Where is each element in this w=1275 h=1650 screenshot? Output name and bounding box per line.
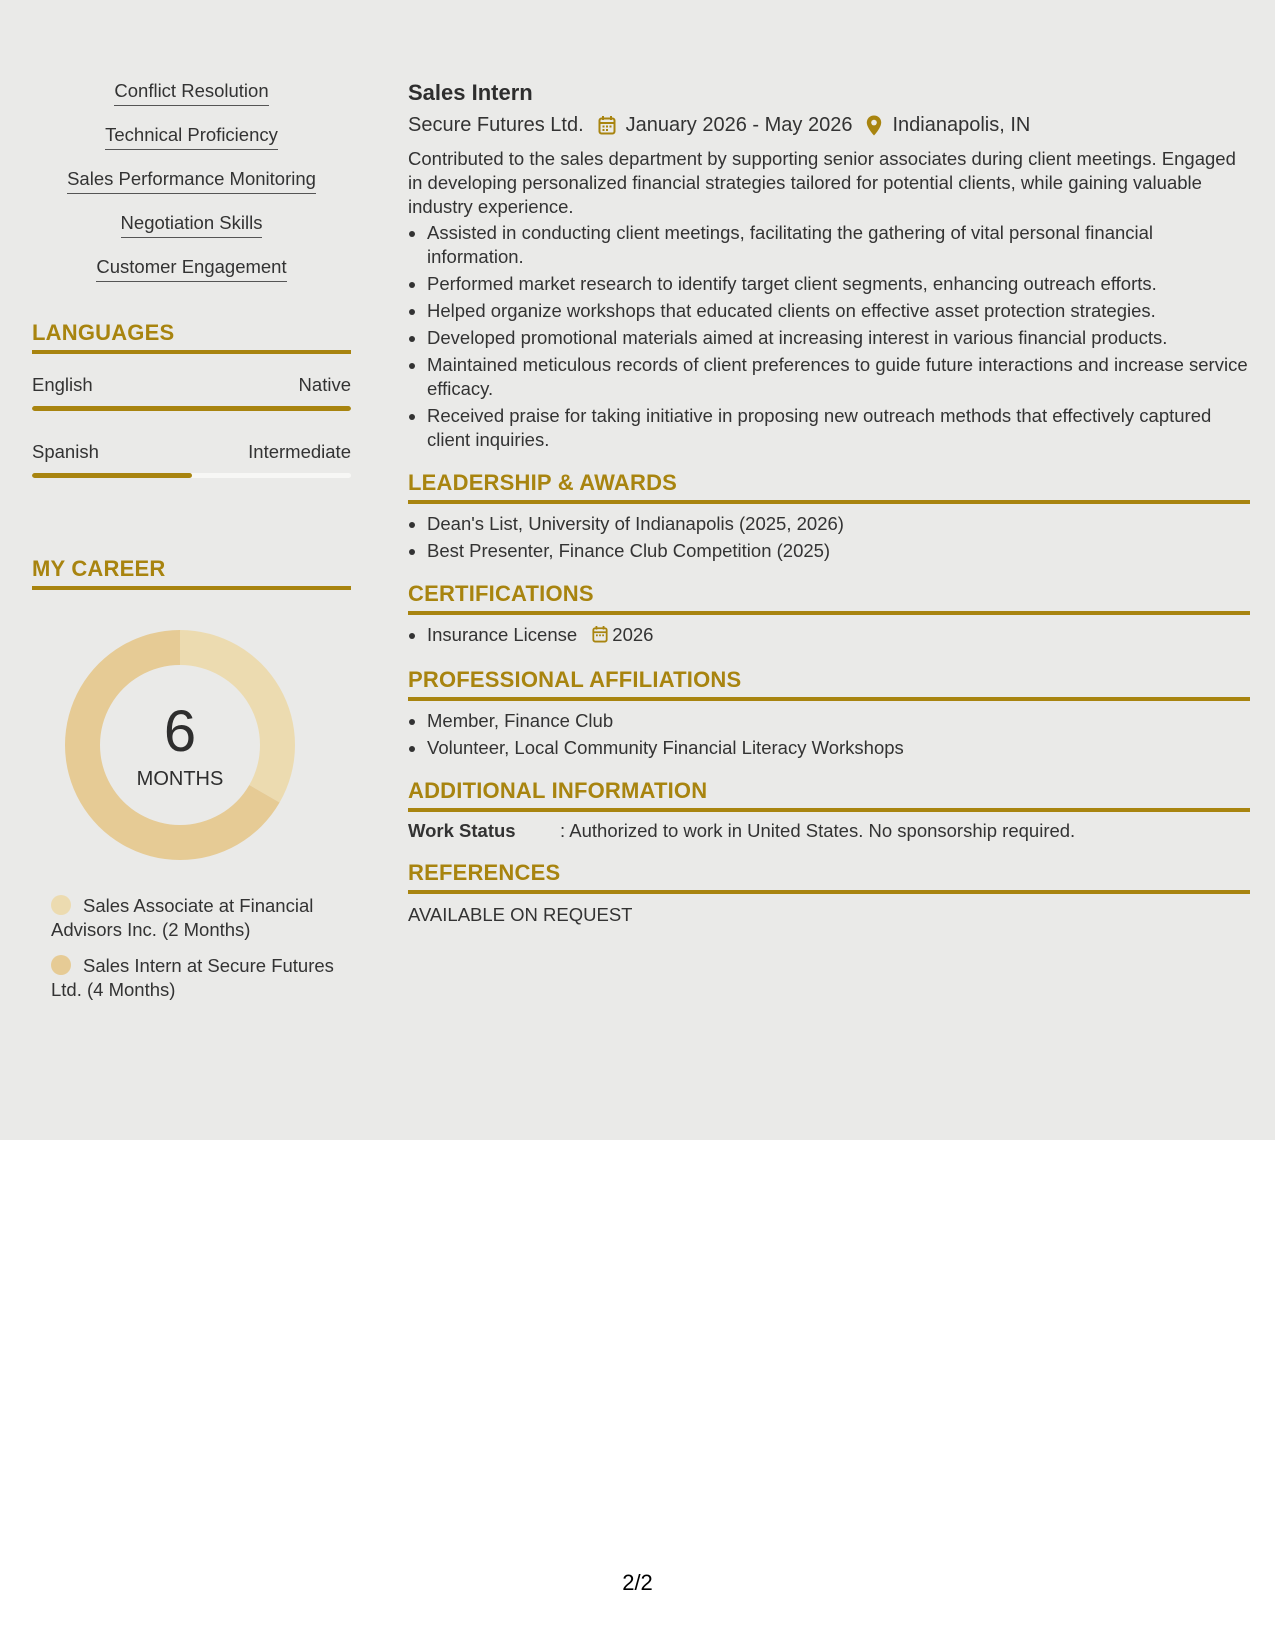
- left-column: [32, 80, 351, 1014]
- skill-label: Negotiation Skills: [121, 212, 263, 238]
- language-item: [32, 441, 351, 478]
- certification-name: Insurance License: [427, 624, 578, 645]
- legend-label: Sales Associate at Financial Advisors Inc. (2 Months): [51, 895, 314, 940]
- language-level-fill: [32, 406, 351, 411]
- skill-label: Customer Engagement: [96, 256, 286, 282]
- calendar-icon: [592, 625, 608, 649]
- skill-label: Conflict Resolution: [114, 80, 268, 106]
- job-bullets: [408, 221, 1250, 452]
- job-bullet: • Assisted in conducting client meetings, facilitating the gathering of vital personal financial information.: [427, 221, 1250, 269]
- calendar-icon: [598, 115, 616, 135]
- language-level: Intermediate: [248, 441, 351, 462]
- leadership-list: [408, 512, 1250, 563]
- job-bullet: • Helped organize workshops that educated clients on effective asset protection strategies.: [427, 299, 1250, 323]
- language-name: English: [32, 374, 93, 395]
- leadership-heading: LEADERSHIP & AWARDS: [408, 470, 1250, 504]
- page-number: 2/2: [622, 1570, 653, 1595]
- job-location: Indianapolis, IN: [892, 114, 1031, 136]
- languages-heading: LANGUAGES: [32, 320, 351, 354]
- skill-label: Sales Performance Monitoring: [67, 168, 316, 194]
- career-legend: [51, 894, 341, 1002]
- career-donut-chart: [65, 630, 295, 860]
- work-status-label: Work Status: [408, 820, 516, 841]
- career-total-months: 6: [163, 699, 197, 764]
- skills-list: [32, 80, 351, 282]
- references-text: AVAILABLE ON REQUEST: [408, 904, 633, 925]
- career-section: [32, 556, 351, 1002]
- leadership-item: • Dean's List, University of Indianapolis (2025, 2026): [427, 512, 1250, 536]
- career-legend-item: [51, 894, 341, 942]
- career-total-unit: MONTHS: [136, 768, 224, 790]
- languages-section: [32, 320, 351, 478]
- references-section: [408, 860, 1250, 926]
- language-level-bar: [32, 473, 351, 478]
- affiliations-heading: PROFESSIONAL AFFILIATIONS: [408, 667, 1250, 701]
- job-title: Sales Intern: [408, 80, 533, 105]
- affiliation-item: • Member, Finance Club: [427, 709, 1250, 733]
- legend-swatch: [51, 955, 71, 975]
- language-level-fill: [32, 473, 192, 478]
- legend-swatch: [51, 895, 71, 915]
- language-name: Spanish: [32, 441, 99, 462]
- career-heading: MY CAREER: [32, 556, 351, 590]
- job-bullet: • Maintained meticulous records of client preferences to guide future interactions and increase service efficacy.: [427, 353, 1250, 401]
- skill-label: Technical Proficiency: [105, 124, 278, 150]
- legend-label: Sales Intern at Secure Futures Ltd. (4 Months): [51, 955, 334, 1000]
- skill-item: [32, 256, 351, 282]
- certifications-list: [408, 623, 1250, 649]
- affiliation-item: • Volunteer, Local Community Financial Literacy Workshops: [427, 736, 1250, 760]
- certifications-heading: CERTIFICATIONS: [408, 581, 1250, 615]
- job-bullet: • Performed market research to identify target client segments, enhancing outreach efforts.: [427, 272, 1250, 296]
- skill-item: [32, 124, 351, 150]
- certification-year: 2026: [612, 624, 654, 645]
- skill-item: [32, 80, 351, 106]
- affiliations-list: [408, 709, 1250, 760]
- job-bullet: • Received praise for taking initiative in proposing new outreach methods that effectively captured client inquiries.: [427, 404, 1250, 452]
- work-status-row: [408, 820, 1250, 842]
- experience-entry: [408, 78, 1250, 452]
- job-dates: January 2026 - May 2026: [625, 114, 853, 136]
- right-column: [408, 78, 1250, 926]
- language-level: Native: [298, 374, 351, 395]
- additional-info-section: [408, 778, 1250, 842]
- career-legend-item: [51, 954, 341, 1002]
- job-company: Secure Futures Ltd.: [408, 114, 584, 136]
- leadership-section: [408, 470, 1250, 563]
- job-summary: Contributed to the sales department by supporting senior associates during client meetings. Engaged in developing personalized financial strategies tailored for potential clients, while gaining valuable industry experience.: [408, 148, 1236, 217]
- certifications-section: [408, 581, 1250, 649]
- leadership-item: • Best Presenter, Finance Club Competition (2025): [427, 539, 1250, 563]
- certification-item: [427, 623, 1250, 649]
- location-pin-icon: [866, 115, 882, 136]
- references-heading: REFERENCES: [408, 860, 1250, 894]
- additional-info-heading: ADDITIONAL INFORMATION: [408, 778, 1250, 812]
- affiliations-section: [408, 667, 1250, 760]
- job-bullet: • Developed promotional materials aimed at increasing interest in various financial products.: [427, 326, 1250, 350]
- skill-item: [32, 168, 351, 194]
- skill-item: [32, 212, 351, 238]
- job-meta: [408, 111, 1250, 139]
- work-status-value: : Authorized to work in United States. No sponsorship required.: [560, 820, 1076, 841]
- language-level-bar: [32, 406, 351, 411]
- language-item: [32, 374, 351, 411]
